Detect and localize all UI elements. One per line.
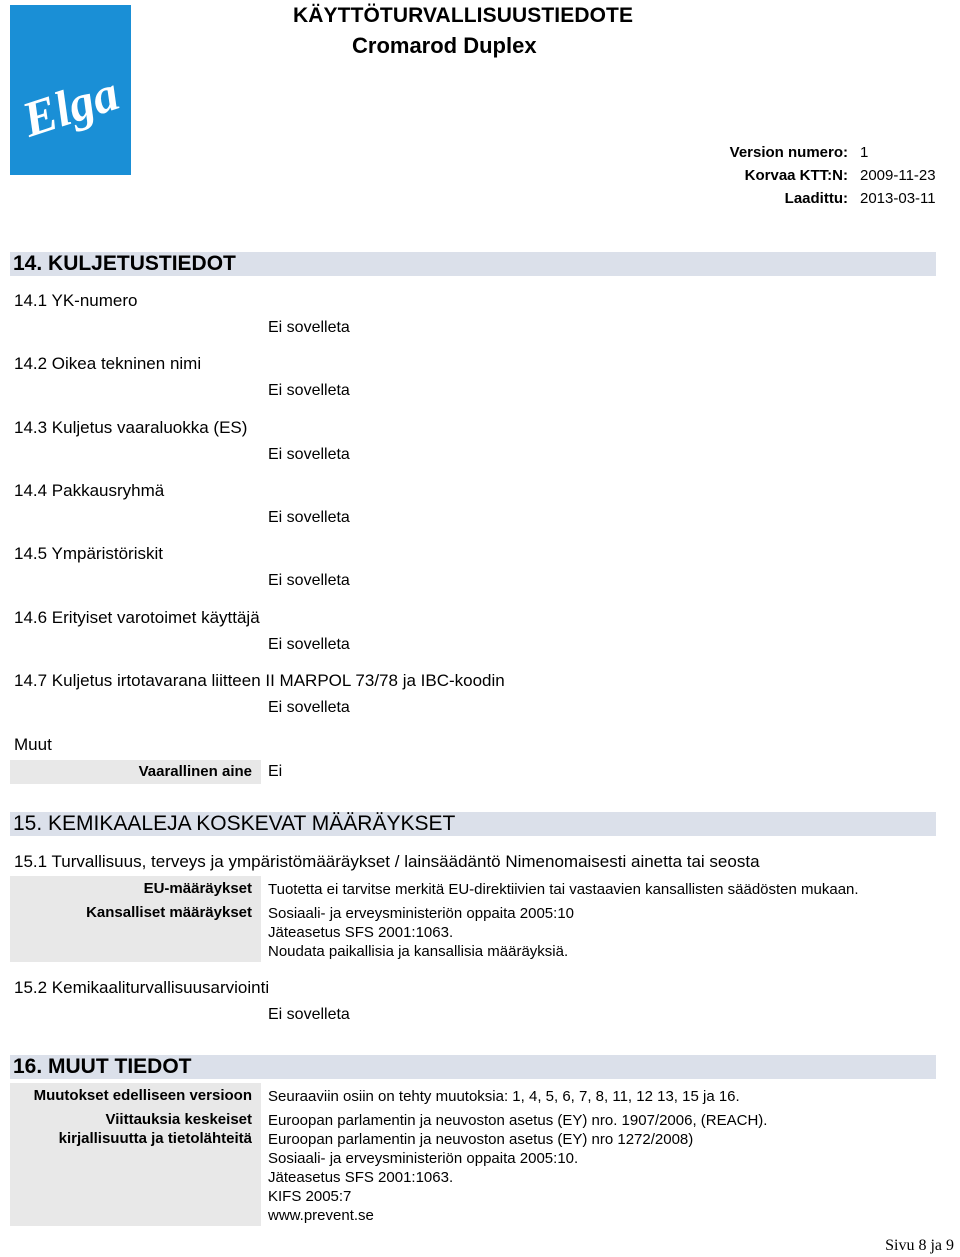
page-number: Sivu 8 ja 9 [885, 1237, 954, 1254]
s14-item-label: 14.5 Ympäristöriskit [14, 544, 163, 563]
dangerous-label: Vaarallinen aine [138, 763, 252, 780]
replaces-value: 2009-11-23 [860, 167, 936, 184]
reference-line: Euroopan parlamentin ja neuvoston asetus (EY) nro 1272/2008) [268, 1131, 694, 1148]
s16-label-box [10, 1083, 261, 1226]
national-value [268, 904, 574, 961]
dangerous-label-box [10, 760, 261, 784]
references-label-1: Viittauksia keskeiset [105, 1111, 252, 1128]
s14-item-label: 14.4 Pakkausryhmä [14, 481, 165, 500]
version-value: 1 [860, 144, 869, 161]
s14-item-label: 14.1 YK-numero [14, 291, 138, 310]
section-15-header [10, 812, 936, 836]
svg-text:Elga: Elga [15, 64, 126, 148]
s15-label-box [10, 876, 261, 962]
references-label-2: kirjallisuutta ja tietolähteitä [58, 1130, 252, 1147]
s14-item-label: 14.6 Erityiset varotoimet käyttäjä [14, 608, 260, 627]
national-line: Noudata paikallisia ja kansallisia määräyksiä. [268, 943, 569, 960]
product-name: Cromarod Duplex [352, 33, 537, 58]
s14-item-value: Ei sovelleta [268, 699, 350, 716]
national-line: Jäteasetus SFS 2001:1063. [268, 924, 454, 941]
version-label: Version numero: [729, 144, 848, 161]
version-info [0, 144, 960, 214]
s14-item-value: Ei sovelleta [268, 446, 350, 463]
reference-line: Euroopan parlamentin ja neuvoston asetus (EY) nro. 1907/2006, (REACH). [268, 1112, 768, 1129]
section-14-header [10, 252, 936, 276]
s14-item-value: Ei sovelleta [268, 382, 350, 399]
reference-line: KIFS 2005:7 [268, 1188, 352, 1205]
eu-value: Tuotetta ei tarvitse merkitä EU-direktiivien tai vastaavien kansallisten säädösten mukaan. [268, 881, 859, 898]
reference-line: Jäteasetus SFS 2001:1063. [268, 1169, 454, 1186]
reference-line: www.prevent.se [268, 1207, 374, 1224]
national-line: Sosiaali- ja erveysministeriön oppaita 2005:10 [268, 905, 575, 922]
changes-value: Seuraaviin osiin on tehty muutoksia: 1, 4, 5, 6, 7, 8, 11, 12 13, 15 ja 16. [268, 1088, 740, 1105]
section-16-title: 16. MUUT TIEDOT [13, 1055, 192, 1078]
dangerous-value: Ei [268, 763, 283, 780]
other-label: Muut [14, 735, 52, 754]
section-16-header [10, 1055, 936, 1079]
replaces-label: Korvaa KTT:N: [744, 167, 848, 184]
eu-label: EU-määräykset [143, 880, 252, 897]
s14-item-value: Ei sovelleta [268, 572, 350, 589]
s15-subtitle-2-value: Ei sovelleta [268, 1006, 350, 1023]
s15-subtitle-2: 15.2 Kemikaaliturvallisuusarviointi [14, 978, 270, 997]
document-title: KÄYTTÖTURVALLISUUSTIEDOTE [293, 4, 634, 27]
references-list [268, 1111, 767, 1225]
prepared-value: 2013-03-11 [860, 190, 936, 207]
s14-item-value: Ei sovelleta [268, 319, 350, 336]
changes-label: Muutokset edelliseen versioon [33, 1087, 252, 1104]
s14-item-value: Ei sovelleta [268, 509, 350, 526]
s15-subtitle-1: 15.1 Turvallisuus, terveys ja ympäristömääräykset / lainsäädäntö Nimenomaisesti ainetta tai seosta [14, 852, 760, 871]
s14-item-value: Ei sovelleta [268, 636, 350, 653]
prepared-label: Laadittu: [784, 190, 848, 207]
s14-item-label: 14.3 Kuljetus vaaraluokka (ES) [14, 418, 248, 437]
reference-line: Sosiaali- ja erveysministeriön oppaita 2005:10. [268, 1150, 579, 1167]
s14-item-label: 14.2 Oikea tekninen nimi [14, 354, 202, 373]
national-label: Kansalliset määräykset [86, 904, 252, 921]
section-15-title: 15. KEMIKAALEJA KOSKEVAT MÄÄRÄYKSET [13, 812, 456, 835]
s14-item-label: 14.7 Kuljetus irtotavarana liitteen II MARPOL 73/78 ja IBC-koodin [14, 671, 505, 690]
section-14-title: 14. KULJETUSTIEDOT [13, 252, 236, 275]
